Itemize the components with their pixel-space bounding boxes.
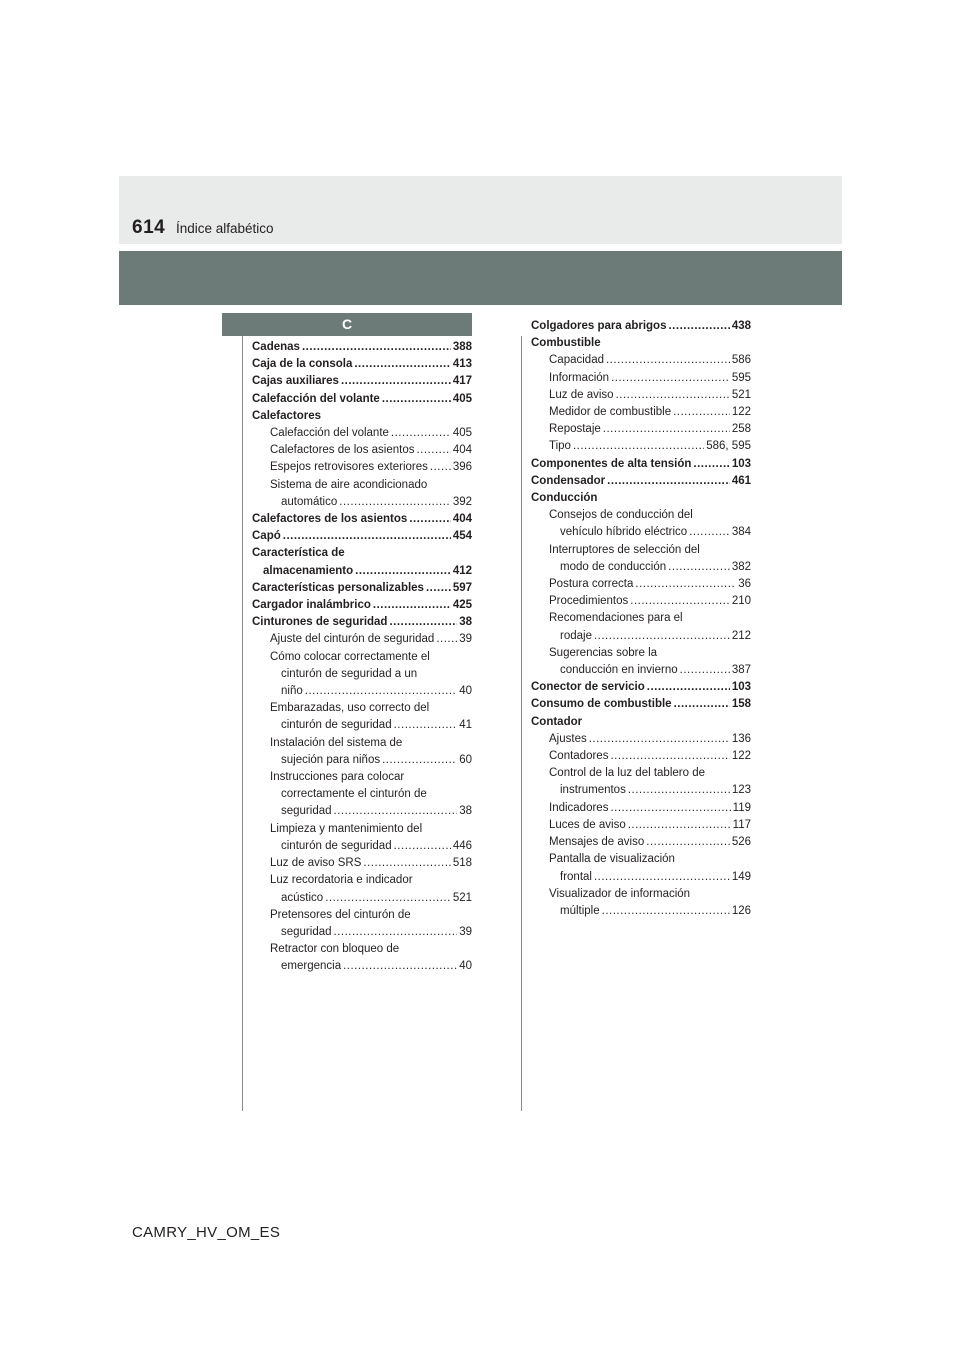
index-entry-page: 40	[459, 685, 472, 698]
index-entry-page: 117	[732, 818, 751, 831]
dot-leader	[334, 924, 458, 941]
index-entry-text: Luz recordatoria e indicador	[270, 874, 413, 887]
index-entry	[252, 872, 472, 889]
dot-leader	[325, 890, 451, 907]
index-entry-text: Pretensores del cinturón de	[270, 908, 411, 921]
index-entry-page: 41	[459, 719, 472, 732]
index-entry	[531, 782, 751, 799]
index-entry-page: 392	[452, 495, 472, 508]
dot-leader	[391, 425, 451, 442]
dot-leader	[382, 752, 457, 769]
index-entry-page: 38	[459, 805, 472, 818]
index-entry-page: 586	[731, 354, 751, 367]
index-entry-page: 382	[731, 560, 751, 573]
header-bar	[119, 251, 842, 305]
dot-leader	[394, 717, 458, 734]
index-entry	[531, 610, 751, 627]
index-entry	[252, 958, 472, 975]
index-entry	[531, 886, 751, 903]
index-entry	[252, 838, 472, 855]
dot-leader	[394, 838, 451, 855]
index-entry-page: 597	[452, 581, 472, 594]
index-entry-text: Instalación del sistema de	[270, 736, 403, 749]
index-entry	[252, 786, 472, 803]
index-entry	[531, 352, 751, 369]
index-entry-page: 417	[452, 375, 472, 388]
page-number: 614	[132, 217, 166, 238]
index-entry	[531, 559, 751, 576]
index-entry-page: 39	[459, 925, 472, 938]
index-entry	[531, 387, 751, 404]
index-entry-text: Sugerencias sobre la	[549, 646, 658, 659]
index-entry	[252, 855, 472, 872]
index-entry	[531, 869, 751, 886]
index-entry-page: 586, 595	[706, 440, 751, 453]
dot-leader	[668, 318, 729, 335]
index-entry-text: niño	[281, 685, 303, 698]
dot-leader	[436, 631, 457, 648]
index-entry	[252, 769, 472, 786]
index-entry-text: emergencia	[281, 960, 342, 973]
index-entry-text: Luz de aviso	[549, 388, 614, 401]
index-entry-text: Indicadores	[549, 801, 609, 814]
index-entry-page: 526	[731, 836, 751, 849]
dot-leader	[354, 356, 450, 373]
index-entry-text: Cómo colocar correctamente el	[270, 650, 430, 663]
index-entry	[531, 576, 751, 593]
dot-leader	[302, 339, 451, 356]
index-entry	[252, 614, 472, 631]
index-entry-text: Sistema de aire acondicionado	[270, 478, 428, 491]
index-entry	[531, 628, 751, 645]
index-entry-page: 123	[731, 784, 751, 797]
index-entry	[252, 631, 472, 648]
dot-leader	[689, 524, 730, 541]
index-entry-text: Cargador inalámbrico	[252, 599, 371, 612]
index-entry-text: Capacidad	[549, 354, 604, 367]
dot-leader	[416, 442, 450, 459]
dot-leader	[382, 391, 451, 408]
dot-leader	[606, 352, 730, 369]
dot-leader	[610, 748, 729, 765]
dot-leader	[668, 559, 730, 576]
dot-leader	[594, 869, 730, 886]
index-entry-text: Consejos de conducción del	[549, 509, 693, 522]
index-entry-text: Pantalla de visualización	[549, 853, 675, 866]
section-title: Índice alfabético	[176, 221, 274, 236]
index-entry-page: 126	[731, 904, 751, 917]
index-entry-text: Conector de servicio	[531, 681, 645, 694]
index-entry-text: rodaje	[560, 629, 592, 642]
index-entry	[531, 731, 751, 748]
index-entry-page: 446	[452, 839, 472, 852]
index-entry-text: Consumo de combustible	[531, 698, 672, 711]
index-entry-page: 122	[731, 406, 751, 419]
index-entry	[252, 528, 472, 545]
index-entry	[252, 821, 472, 838]
index-entry	[252, 683, 472, 700]
index-entry-text: automático	[281, 495, 338, 508]
index-entry	[252, 924, 472, 941]
dot-leader	[611, 370, 730, 387]
index-entry-page: 405	[452, 427, 472, 440]
index-entry	[252, 425, 472, 442]
index-column-2	[531, 318, 751, 920]
index-entry-page: 136	[731, 732, 751, 745]
index-entry	[531, 765, 751, 782]
index-entry	[252, 941, 472, 958]
index-entry	[531, 593, 751, 610]
dot-leader	[603, 421, 730, 438]
index-entry	[531, 662, 751, 679]
index-entry-page: 40	[459, 960, 472, 973]
index-entry-text: correctamente el cinturón de	[281, 788, 427, 801]
index-entry-text: Luces de aviso	[549, 818, 626, 831]
index-entry-text: Contadores	[549, 750, 609, 763]
index-entry	[531, 679, 751, 696]
index-entry-text: Ajustes	[549, 732, 587, 745]
dot-leader	[373, 597, 451, 614]
index-entry-page: 461	[731, 474, 751, 487]
dot-leader	[409, 511, 451, 528]
index-entry	[531, 318, 751, 335]
index-entry	[252, 735, 472, 752]
index-entry	[531, 834, 751, 851]
index-entry-page: 595	[731, 371, 751, 384]
dot-leader	[341, 373, 451, 390]
index-entry-text: vehículo híbrido eléctrico	[560, 526, 688, 539]
index-entry	[531, 335, 751, 352]
index-entry-text: Postura correcta	[549, 578, 634, 591]
index-entry	[531, 456, 751, 473]
index-entry	[531, 851, 751, 868]
index-entry	[252, 803, 472, 820]
index-entry-page: 404	[452, 513, 472, 526]
index-entry-page: 158	[731, 698, 751, 711]
dot-leader	[334, 803, 458, 820]
index-entry-text: Condensador	[531, 474, 606, 487]
index-entry	[531, 542, 751, 559]
dot-leader	[635, 576, 736, 593]
dot-leader	[589, 731, 730, 748]
index-entry-text: Control de la luz del tablero de	[549, 767, 705, 780]
index-entry-page: 412	[452, 564, 472, 577]
index-entry-text: Caja de la consola	[252, 358, 353, 371]
index-entry-page: 425	[452, 599, 472, 612]
index-entry-text: Tipo	[549, 440, 571, 453]
index-entry	[531, 800, 751, 817]
dot-leader	[628, 817, 731, 834]
index-entry-text: Colgadores para abrigos	[531, 320, 667, 332]
index-entry-text: Espejos retrovisores exteriores	[270, 461, 428, 474]
dot-leader	[283, 528, 451, 545]
index-entry-page: 405	[452, 392, 472, 405]
dot-leader	[628, 782, 730, 799]
index-entry	[531, 903, 751, 920]
index-entry-text: Instrucciones para colocar	[270, 771, 405, 784]
index-entry-page: 388	[452, 341, 472, 353]
index-entry	[252, 597, 472, 614]
index-entry	[531, 473, 751, 490]
index-entry-text: Cinturones de seguridad	[252, 616, 388, 629]
index-entry	[252, 494, 472, 511]
index-entry	[252, 700, 472, 717]
index-entry	[252, 752, 472, 769]
index-entry	[531, 404, 751, 421]
index-entry	[252, 545, 472, 562]
index-entry-page: 38	[459, 616, 472, 629]
dot-leader	[647, 679, 730, 696]
index-entry-text: Características personalizables	[252, 581, 424, 594]
index-entry-text: Calefactores de los asientos	[252, 513, 408, 526]
index-entry-page: 413	[452, 358, 472, 371]
index-entry	[252, 477, 472, 494]
index-entry	[531, 696, 751, 713]
index-entry	[252, 890, 472, 907]
dot-leader	[674, 696, 730, 713]
index-entry-page: 36	[738, 578, 751, 591]
dot-leader	[610, 800, 730, 817]
index-entry	[252, 717, 472, 734]
index-entry	[531, 748, 751, 765]
index-column-1	[252, 339, 472, 976]
index-entry	[531, 524, 751, 541]
column-rule-right	[521, 336, 522, 1111]
index-entry-page: 60	[459, 753, 472, 766]
dot-leader	[355, 563, 451, 580]
index-entry-text: seguridad	[281, 805, 332, 818]
index-entry-text: Limpieza y mantenimiento del	[270, 822, 423, 835]
dot-leader	[680, 662, 730, 679]
index-entry-text: modo de conducción	[560, 560, 667, 573]
index-entry-text: Conducción	[531, 492, 598, 505]
index-entry-page: 212	[731, 629, 751, 642]
index-entry-text: Componentes de alta tensión	[531, 457, 692, 470]
index-entry	[252, 459, 472, 476]
index-entry	[252, 580, 472, 597]
index-entry-text: almacenamiento	[263, 564, 354, 577]
index-entry-text: cinturón de seguridad	[281, 839, 392, 852]
dot-leader	[430, 459, 451, 476]
index-entry-text: acústico	[281, 891, 324, 904]
dot-leader	[630, 593, 730, 610]
dot-leader	[363, 855, 450, 872]
index-entry-text: Ajuste del cinturón de seguridad	[270, 633, 435, 646]
index-entry-text: Cajas auxiliares	[252, 375, 339, 388]
index-entry-text: Calefacción del volante	[252, 392, 380, 405]
index-entry-text: Recomendaciones para el	[549, 612, 683, 625]
dot-leader	[305, 683, 457, 700]
index-entry-text: frontal	[560, 870, 592, 883]
index-entry	[531, 438, 751, 455]
index-entry	[252, 373, 472, 390]
index-entry	[252, 408, 472, 425]
dot-leader	[573, 438, 704, 455]
index-entry-text: Capó	[252, 530, 281, 543]
index-entry-page: 521	[452, 891, 472, 904]
index-entry	[531, 370, 751, 387]
index-entry-text: Información	[549, 371, 610, 384]
dot-leader	[594, 628, 730, 645]
index-entry-text: Característica de	[252, 547, 345, 560]
index-entry-text: múltiple	[560, 904, 600, 917]
index-entry-text: instrumentos	[560, 784, 626, 797]
index-entry-text: Interruptores de selección del	[549, 543, 700, 556]
index-entry	[531, 645, 751, 662]
index-entry-text: sujeción para niños	[281, 753, 381, 766]
document-code: CAMRY_HV_OM_ES	[132, 1224, 281, 1241]
index-entry	[252, 666, 472, 683]
index-entry	[252, 907, 472, 924]
index-entry	[531, 421, 751, 438]
dot-leader	[389, 614, 457, 631]
index-entry	[531, 490, 751, 507]
dot-leader	[602, 903, 730, 920]
index-entry-text: Retractor con bloqueo de	[270, 943, 400, 956]
index-entry	[252, 356, 472, 373]
index-entry-page: 210	[731, 595, 751, 608]
dot-leader	[616, 387, 730, 404]
index-entry-text: Calefactores de los asientos	[270, 444, 415, 457]
index-entry-page: 438	[731, 320, 751, 332]
index-entry	[531, 714, 751, 731]
index-entry-text: Embarazadas, uso correcto del	[270, 702, 430, 715]
index-entry-text: Luz de aviso SRS	[270, 857, 362, 870]
dot-leader	[426, 580, 451, 597]
dot-leader	[673, 404, 730, 421]
index-entry	[252, 391, 472, 408]
dot-leader	[339, 494, 451, 511]
dot-leader	[646, 834, 730, 851]
index-entry	[252, 649, 472, 666]
index-entry	[531, 507, 751, 524]
index-entry-page: 454	[452, 530, 472, 543]
index-entry-text: Visualizador de información	[549, 887, 691, 900]
index-entry-page: 518	[452, 857, 472, 870]
index-entry-page: 149	[731, 870, 751, 883]
index-entry-text: seguridad	[281, 925, 332, 938]
index-entry-text: Calefactores	[252, 409, 322, 422]
index-entry-text: Repostaje	[549, 423, 601, 436]
index-entry-text: cinturón de seguridad	[281, 719, 392, 732]
letter-tab: C	[222, 313, 472, 336]
index-entry-text: Mensajes de aviso	[549, 836, 645, 849]
index-entry	[252, 442, 472, 459]
index-entry-text: Cadenas	[252, 341, 300, 353]
index-entry-page: 103	[731, 681, 751, 694]
index-entry	[252, 511, 472, 528]
index-entry-page: 103	[731, 457, 751, 470]
index-entry-page: 396	[452, 461, 472, 474]
index-entry-page: 119	[732, 801, 751, 814]
index-entry-page: 521	[731, 388, 751, 401]
index-entry-text: Medidor de combustible	[549, 406, 672, 419]
index-entry-text: cinturón de seguridad a un	[281, 667, 418, 680]
index-entry-page: 384	[731, 526, 751, 539]
index-entry-page: 258	[731, 423, 751, 436]
index-entry-text: Contador	[531, 715, 583, 728]
index-entry	[252, 563, 472, 580]
index-entry-page: 122	[731, 750, 751, 763]
index-entry-page: 387	[731, 664, 751, 677]
index-entry-text: Calefacción del volante	[270, 427, 389, 440]
column-rule-left	[242, 336, 243, 1111]
index-entry	[252, 339, 472, 356]
dot-leader	[343, 958, 457, 975]
index-entry-text: Combustible	[531, 337, 601, 350]
index-entry-text: Procedimientos	[549, 595, 629, 608]
index-entry-page: 39	[459, 633, 472, 646]
index-entry-page: 404	[452, 444, 472, 457]
index-entry-text: conducción en invierno	[560, 664, 678, 677]
dot-leader	[693, 456, 729, 473]
dot-leader	[607, 473, 730, 490]
index-entry	[531, 817, 751, 834]
